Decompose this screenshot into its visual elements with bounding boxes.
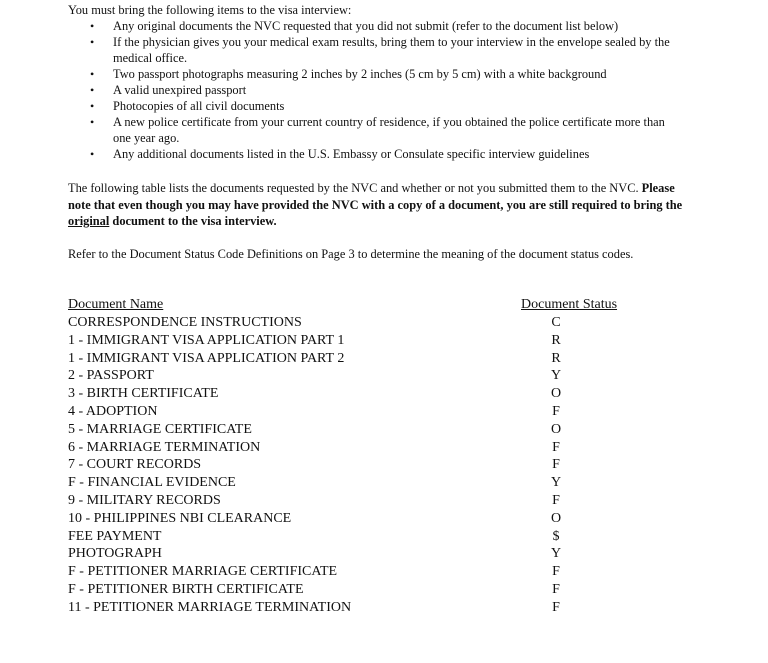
- document-name: 3 - BIRTH CERTIFICATE: [68, 386, 219, 402]
- table-row: [68, 332, 628, 350]
- requirement-item: [90, 82, 710, 98]
- table-row: [68, 528, 628, 546]
- table-row: [68, 403, 628, 421]
- document-name: F - PETITIONER MARRIAGE CERTIFICATE: [68, 564, 338, 580]
- document-name: F - PETITIONER BIRTH CERTIFICATE: [68, 581, 304, 597]
- document-table: [68, 314, 628, 617]
- table-row: [68, 474, 628, 492]
- document-name: 5 - MARRIAGE CERTIFICATE: [68, 421, 252, 437]
- document-name: 1 - IMMIGRANT VISA APPLICATION PART 1: [68, 332, 345, 348]
- requirement-text: A valid unexpired passport: [113, 83, 247, 97]
- requirement-text: Any original documents the NVC requested that you did not submit (refer to the document list below): [113, 19, 619, 33]
- table-row: [68, 421, 628, 439]
- document-name: 9 - MILITARY RECORDS: [68, 492, 221, 508]
- document-name: F - FINANCIAL EVIDENCE: [68, 475, 236, 491]
- requirement-text: A new police certificate from your current country of residence, if you obtained the police certificate more than one year ago.: [113, 115, 665, 145]
- document-status: O: [550, 421, 562, 437]
- requirement-text: Photocopies of all civil documents: [113, 99, 285, 113]
- bullet-icon: •: [90, 115, 95, 129]
- table-row: [68, 510, 628, 528]
- table-row: [68, 350, 628, 368]
- table-row: [68, 439, 628, 457]
- table-row: [68, 581, 628, 599]
- requirement-text: Two passport photographs measuring 2 inches by 2 inches (5 cm by 5 cm) with a white background: [113, 67, 607, 81]
- document-status: R: [551, 332, 561, 348]
- bullet-icon: •: [90, 83, 95, 97]
- document-name: 7 - COURT RECORDS: [68, 457, 202, 473]
- document-status: $: [552, 528, 560, 544]
- table-row: [68, 599, 628, 617]
- table-row: [68, 367, 628, 385]
- document-name: 10 - PHILIPPINES NBI CLEARANCE: [68, 510, 292, 526]
- bullet-icon: •: [90, 67, 95, 81]
- document-status: F: [552, 439, 560, 455]
- table-row: [68, 563, 628, 581]
- requirement-item: [90, 34, 710, 66]
- document-status: C: [551, 315, 561, 330]
- requirement-item: [90, 98, 710, 114]
- document-status: Y: [550, 368, 562, 384]
- requirement-text: Any additional documents listed in the U.S. Embassy or Consulate specific interview guidelines: [113, 147, 590, 161]
- document-status: F: [552, 599, 560, 615]
- document-name: 4 - ADOPTION: [68, 403, 158, 419]
- bullet-icon: •: [90, 19, 95, 33]
- requirement-item: [90, 18, 710, 34]
- document-name: 6 - MARRIAGE TERMINATION: [68, 439, 261, 455]
- requirement-item: [90, 146, 710, 162]
- document-status: F: [552, 403, 560, 419]
- requirement-item: [90, 114, 710, 146]
- document-status: F: [552, 457, 560, 473]
- bullet-icon: •: [90, 99, 95, 113]
- document-status: F: [552, 564, 560, 580]
- document-name: 11 - PETITIONER MARRIAGE TERMINATION: [68, 599, 352, 615]
- status-code-reference: Refer to the Document Status Code Definitions on Page 3 to determine the meaning of the document status codes.: [68, 247, 634, 261]
- original-emphasis: original: [68, 214, 110, 228]
- table-row: [68, 492, 628, 510]
- header-document-status: Document Status: [521, 297, 618, 312]
- document-name: PHOTOGRAPH: [68, 546, 162, 562]
- document-status: Y: [550, 475, 562, 491]
- table-row: [68, 456, 628, 474]
- requirement-text: If the physician gives you your medical exam results, bring them to your interview in the envelope sealed by the medical office.: [113, 35, 670, 65]
- requirements-list: [90, 18, 710, 162]
- bullet-icon: •: [90, 147, 95, 161]
- table-row: [68, 385, 628, 403]
- bullet-icon: •: [90, 35, 95, 49]
- document-name: CORRESPONDENCE INSTRUCTIONS: [68, 315, 302, 330]
- document-status: R: [551, 350, 561, 366]
- table-intro-bold-end: document to the visa interview.: [112, 214, 277, 228]
- table-intro-bold: Please note that even though you may have provided the NVC with a copy of a document, you are still required to bring the: [68, 181, 683, 212]
- header-document-name: Document Name: [68, 297, 164, 312]
- document-status: O: [550, 510, 562, 526]
- document-name: FEE PAYMENT: [68, 528, 162, 544]
- intro-text: You must bring the following items to the visa interview:: [68, 3, 352, 17]
- requirement-item: [90, 66, 710, 82]
- document-status: F: [552, 492, 560, 508]
- table-intro-paragraph: [68, 180, 688, 230]
- table-row: [68, 314, 628, 332]
- document-status: Y: [550, 546, 562, 562]
- document-name: 1 - IMMIGRANT VISA APPLICATION PART 2: [68, 350, 345, 366]
- document-status: F: [552, 581, 560, 597]
- table-intro-plain: The following table lists the documents requested by the NVC and whether or not you submitted them to the NVC.: [68, 181, 639, 195]
- table-row: [68, 545, 628, 563]
- document-name: 2 - PASSPORT: [68, 368, 154, 384]
- document-status: O: [550, 386, 562, 402]
